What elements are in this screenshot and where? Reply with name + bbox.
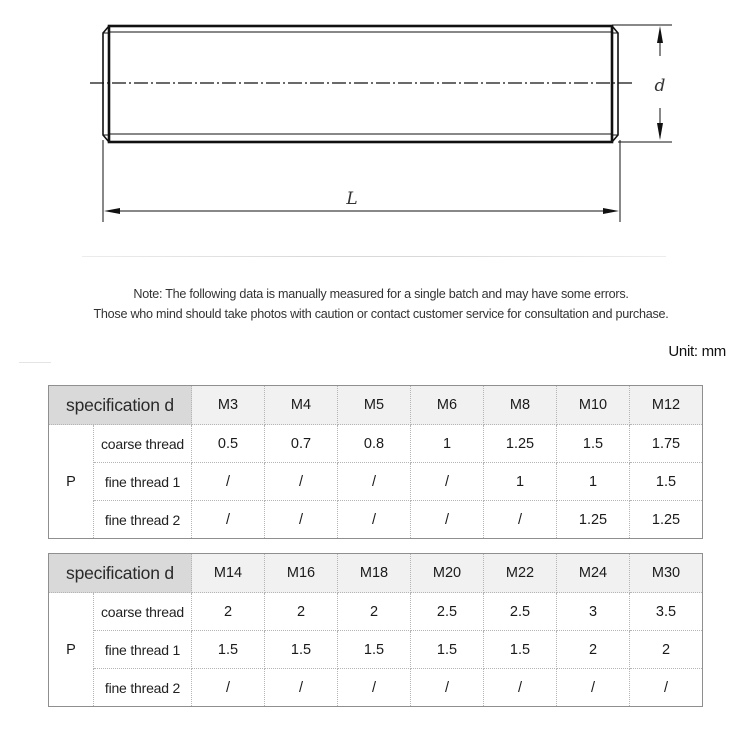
table-row [49,669,703,707]
size-header: M3 [192,386,265,425]
table-row [49,593,703,631]
table-cell: / [265,669,338,707]
table-cell: 1.25 [630,501,703,539]
size-header: M5 [338,386,411,425]
size-header: M14 [192,554,265,593]
size-header: M20 [411,554,484,593]
table-cell: / [192,463,265,501]
rod-body-outline [109,26,612,142]
row-label: coarse thread [94,425,192,463]
row-label: fine thread 2 [94,501,192,539]
dimension-l-label: L [346,189,358,209]
unit-label: Unit: mm [668,343,726,360]
spec-header-label: specification d [49,554,192,593]
divider [82,256,666,257]
table-cell: 3.5 [630,593,703,631]
table-cell: 1 [411,425,484,463]
table-cell: 1.75 [630,425,703,463]
spec-table-1 [48,385,703,539]
size-header: M18 [338,554,411,593]
table-cell: / [338,501,411,539]
table-cell: 1 [557,463,630,501]
table-row [49,501,703,539]
size-header: M8 [484,386,557,425]
table-cell: / [338,463,411,501]
table-cell: 0.5 [192,425,265,463]
table-cell: / [484,669,557,707]
size-header: M4 [265,386,338,425]
table-cell: 0.8 [338,425,411,463]
table-cell: 2 [265,593,338,631]
table-cell: / [192,501,265,539]
table-cell: 2 [557,631,630,669]
table-cell: / [265,463,338,501]
table-row [49,425,703,463]
divider [19,362,51,363]
table-cell: 2 [338,593,411,631]
table-cell: 1.5 [338,631,411,669]
table-cell: 1 [484,463,557,501]
table-cell: / [411,463,484,501]
table-cell: 2.5 [411,593,484,631]
size-header: M22 [484,554,557,593]
table-cell: / [557,669,630,707]
table-cell: 1.5 [484,631,557,669]
size-header: M12 [630,386,703,425]
table-header-row [49,554,703,593]
table-cell: 2 [630,631,703,669]
dimension-d-label: d [654,76,666,96]
table-cell: / [192,669,265,707]
threaded-rod-drawing [0,0,750,240]
table-cell: / [338,669,411,707]
table-cell: 1.5 [265,631,338,669]
size-header: M6 [411,386,484,425]
table-cell: / [411,669,484,707]
table-cell: 0.7 [265,425,338,463]
row-label: coarse thread [94,593,192,631]
note-line-2: Those who mind should take photos with caution or contact customer service for consultation and purchase. [93,306,669,321]
table-cell: 1.5 [192,631,265,669]
pitch-group-label: P [49,593,94,707]
row-label: fine thread 1 [94,631,192,669]
measurement-note [0,285,750,324]
table-row [49,631,703,669]
table-cell: 2.5 [484,593,557,631]
table-header-row [49,386,703,425]
row-label: fine thread 2 [94,669,192,707]
table-cell: 3 [557,593,630,631]
table-cell: / [265,501,338,539]
table-cell: 1.5 [630,463,703,501]
spec-table-2 [48,553,703,707]
note-line-1: Note: The following data is manually measured for a single batch and may have some errors. [133,287,629,301]
table-cell: / [484,501,557,539]
size-header: M10 [557,386,630,425]
table-cell: / [411,501,484,539]
size-header: M30 [630,554,703,593]
table-row [49,463,703,501]
pitch-group-label: P [49,425,94,539]
table-cell: 1.25 [484,425,557,463]
table-cell: 2 [192,593,265,631]
table-cell: 1.5 [411,631,484,669]
table-cell: / [630,669,703,707]
size-header: M24 [557,554,630,593]
table-cell: 1.5 [557,425,630,463]
table-cell: 1.25 [557,501,630,539]
size-header: M16 [265,554,338,593]
row-label: fine thread 1 [94,463,192,501]
spec-header-label: specification d [49,386,192,425]
